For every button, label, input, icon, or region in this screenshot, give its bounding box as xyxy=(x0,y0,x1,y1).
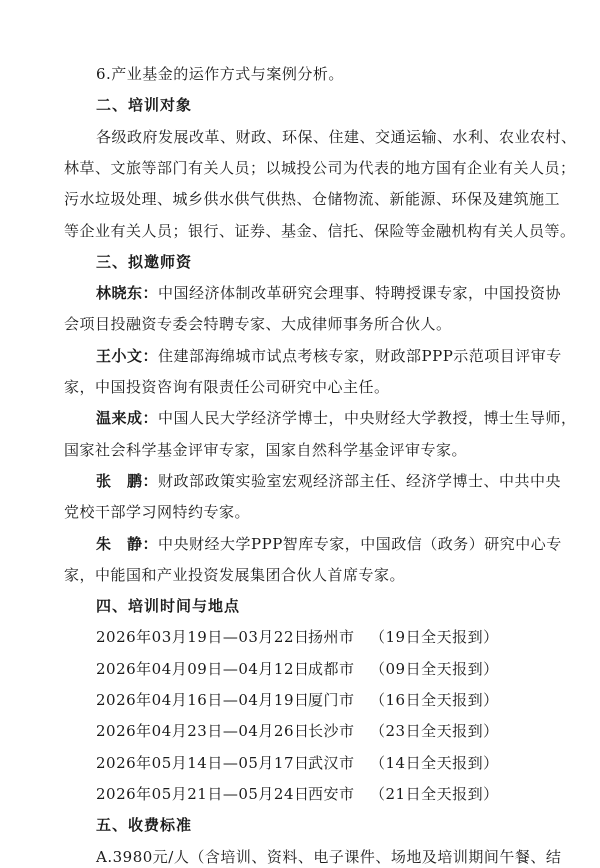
schedule-city: 厦门市 xyxy=(308,691,355,709)
section-heading-fees: 五、收费标准 xyxy=(96,816,193,834)
expert-name: 温来成： xyxy=(96,409,159,427)
schedule-note: （09日全天报到） xyxy=(370,660,499,678)
schedule-row xyxy=(96,658,499,680)
expert-bio: 中央财经大学PPP智库专家，中国政信（政务）研究中心专 xyxy=(158,535,562,553)
expert-3-line-2: 国家社会科学基金评审专家，国家自然科学基金评审专家。 xyxy=(64,441,468,459)
schedule-row xyxy=(96,720,499,742)
expert-bio: 中国经济体制改革研究会理事、特聘授课专家，中国投资协 xyxy=(158,284,562,302)
expert-4-line-1 xyxy=(96,470,562,492)
intro-item: 6.产业基金的运作方式与案例分析。 xyxy=(96,65,344,83)
expert-5-line-2: 家，中能国和产业投资发展集团合伙人首席专家。 xyxy=(64,566,406,584)
schedule-note: （16日全天报到） xyxy=(370,691,499,709)
expert-name: 张 鹏： xyxy=(96,472,159,490)
schedule-row xyxy=(96,783,499,805)
expert-1-line-1 xyxy=(96,282,562,304)
schedule-dates: 2026年05月21日—05月24日 xyxy=(96,785,310,803)
schedule-note: （19日全天报到） xyxy=(370,628,499,646)
expert-3-line-1 xyxy=(96,407,577,429)
schedule-row xyxy=(96,626,499,648)
schedule-note: （23日全天报到） xyxy=(370,722,499,740)
schedule-dates: 2026年04月09日—04月12日 xyxy=(96,660,310,678)
section-heading-faculty: 三、拟邀师资 xyxy=(96,253,193,271)
expert-2-line-2: 家，中国投资咨询有限责任公司研究中心主任。 xyxy=(64,378,390,396)
expert-2-line-1 xyxy=(96,345,562,367)
schedule-dates: 2026年05月14日—05月17日 xyxy=(96,754,310,772)
expert-bio: 住建部海绵城市试点考核专家，财政部PPP示范项目评审专 xyxy=(158,347,562,365)
expert-name: 王小文： xyxy=(96,347,159,365)
schedule-row xyxy=(96,689,499,711)
schedule-dates: 2026年04月23日—04月26日 xyxy=(96,722,310,740)
expert-name: 林晓东： xyxy=(96,284,159,302)
schedule-city: 扬州市 xyxy=(308,628,355,646)
schedule-city: 成都市 xyxy=(308,660,355,678)
trainees-line-2: 林草、文旅等部门有关人员；以城投公司为代表的地方国有企业有关人员； xyxy=(64,159,576,177)
expert-bio: 财政部政策实验室宏观经济部主任、经济学博士、中共中央 xyxy=(158,472,562,490)
expert-4-line-2: 党校干部学习网特约专家。 xyxy=(64,503,251,521)
section-heading-trainees: 二、培训对象 xyxy=(96,96,193,114)
trainees-line-4: 等企业有关人员；银行、证券、基金、信托、保险等金融机构有关人员等。 xyxy=(64,222,576,240)
trainees-line-3: 污水垃圾处理、城乡供水供气供热、仓储物流、新能源、环保及建筑施工 xyxy=(64,190,561,208)
expert-bio: 中国人民大学经济学博士，中央财经大学教授，博士生导师， xyxy=(158,409,577,427)
schedule-note: （14日全天报到） xyxy=(370,754,499,772)
trainees-line-1: 各级政府发展改革、财政、环保、住建、交通运输、水利、农业农村、 xyxy=(96,128,577,146)
expert-name: 朱 静： xyxy=(96,535,159,553)
schedule-dates: 2026年04月16日—04月19日 xyxy=(96,691,310,709)
schedule-dates: 2026年03月19日—03月22日 xyxy=(96,628,310,646)
fees-line: A.3980元/人（含培训、资料、电子课件、场地及培训期间午餐、结 xyxy=(96,848,562,866)
schedule-city: 西安市 xyxy=(308,785,355,803)
schedule-city: 长沙市 xyxy=(308,722,355,740)
schedule-note: （21日全天报到） xyxy=(370,785,499,803)
schedule-city: 武汉市 xyxy=(308,754,355,772)
schedule-row xyxy=(96,752,499,774)
section-heading-schedule: 四、培训时间与地点 xyxy=(96,597,241,615)
expert-1-line-2: 会项目投融资专委会特聘专家、大成律师事务所合伙人。 xyxy=(64,315,452,333)
expert-5-line-1 xyxy=(96,533,562,555)
